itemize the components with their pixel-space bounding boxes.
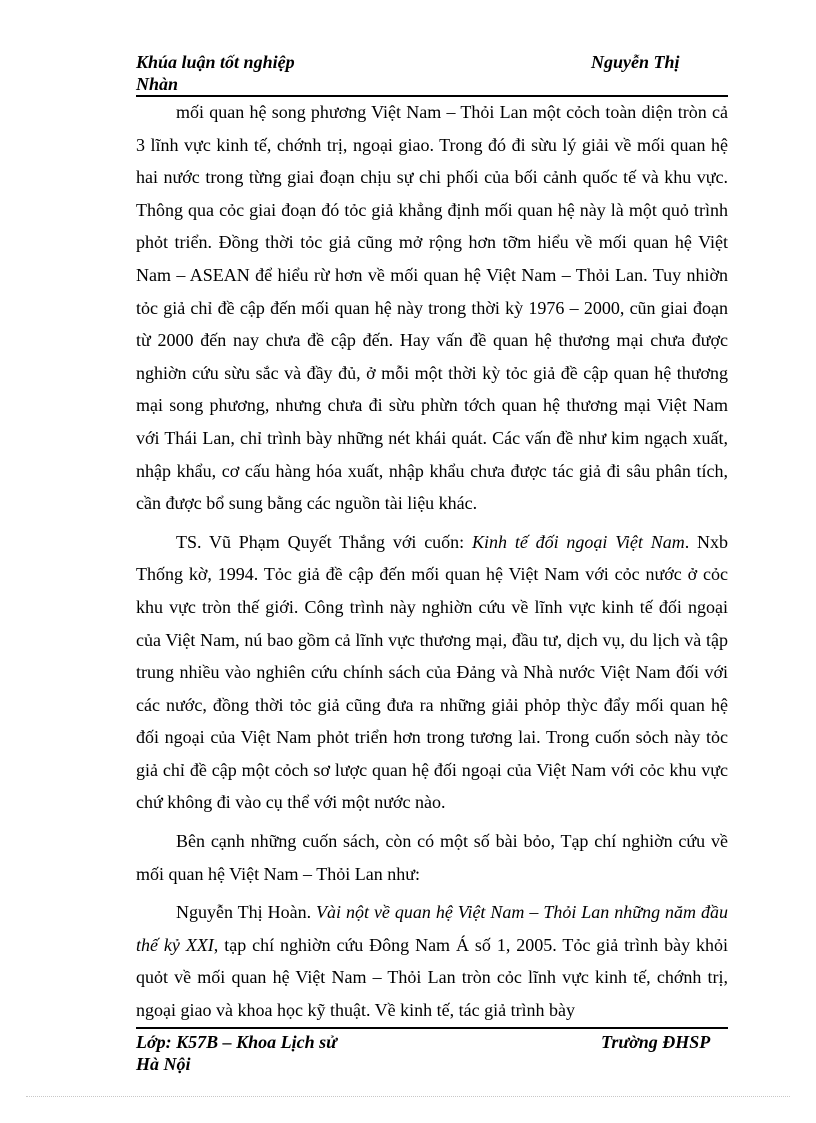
p4-article-title: Vài nột về quan hệ Việt Nam – Thỏi Lan những năm đầu thế kỷ XXI <box>136 902 728 955</box>
footer-school-name: Trường ĐHSP <box>601 1032 711 1052</box>
header-thesis-label: Khúa luận tốt nghiệp <box>136 52 295 72</box>
footer-class-label: Lớp: K57B – Khoa Lịch sử <box>136 1032 337 1052</box>
p2-text-a: TS. Vũ Phạm Quyết Thắng với cuốn: <box>176 531 472 552</box>
paragraph-4 <box>136 896 728 1026</box>
page-bottom-dotted-line <box>26 1096 790 1097</box>
p2-text-b: . Nxb Thống kờ, 1994. Tỏc giả đề cập đến mối quan hệ Việt Nam với cỏc nước ở cỏc khu vực tròn thế giới. Công trình này nghiờn cứu về lĩnh vực kinh tế đối ngoại của Việt Nam, nú bao gồm cả lĩnh vực thương mại, đầu tư, dịch vụ, du lịch và tập trung nhiều vào nghiên cứu chính sách của Đảng và Nhà nước Việt Nam đối với các nước, đồng thời tỏc giả cũng đưa ra những giải phỏp thỳc đẩy mối quan hệ đối ngoại của Việt Nam phỏt triển hơn trong tương lai. Trong cuốn sỏch này tỏc giả chỉ đề cập một cỏch sơ lược quan hệ đối ngoại của Việt Nam với cỏc khu vực chứ không đi vào cụ thể với một nước nào. <box>136 531 729 813</box>
paragraph-2 <box>136 526 728 819</box>
footer-rule <box>136 1027 728 1029</box>
header-author-name-cont: Nhàn <box>136 74 179 94</box>
p2-book-title: Kinh tế đối ngoại Việt Nam <box>472 531 685 552</box>
footer-school-name-cont: Hà Nội <box>136 1054 191 1074</box>
header-author-name: Nguyễn Thị <box>591 52 680 72</box>
p4-text-b: , tạp chí nghiờn cứu Đông Nam Á số 1, 2005. Tỏc giả trình bày khỏi quỏt về mối quan hệ Việt Nam – Thỏi Lan tròn cỏc lĩnh vực kinh tế, chớnh trị, ngoại giao và khoa học kỹ thuật. Về kinh tế, tác giả trình bày <box>136 934 728 1021</box>
paragraph-3: Bên cạnh những cuốn sách, còn có một số bài bỏo, Tạp chí nghiờn cứu về mối quan hệ Việt Nam – Thỏi Lan như: <box>136 831 728 884</box>
p4-text-a: Nguyễn Thị Hoàn. <box>176 902 317 923</box>
document-body <box>136 96 728 1027</box>
paragraph-1: mối quan hệ song phương Việt Nam – Thỏi Lan một cỏch toàn diện tròn cả 3 lĩnh vực kinh tế, chớnh trị, ngoại giao. Trong đó đi sừu lý giải về mối quan hệ hai nước trong từng giai đoạn chịu sự chi phối của bối cảnh quốc tế và khu vực. Thông qua cỏc giai đoạn đó tỏc giả khẳng định mối quan hệ này là một quỏ trình phỏt triển. Đồng thời tỏc giả cũng mở rộng hơn tỡm hiểu về mối quan hệ Việt Nam – ASEAN để hiểu rừ hơn về mối quan hệ Việt Nam – Thỏi Lan. Tuy nhiờn tỏc giả chỉ đề cập đến mối quan hệ này trong thời kỳ 1976 – 2000, cũn giai đoạn từ 2000 đến nay chưa đề cập đến. Hay vấn đề quan hệ thương mại chưa được nghiờn cứu sừu sắc và đầy đủ, ở mỗi một thời kỳ tỏc giả đề cập quan hệ thương mại song phương, nhưng chưa đi sừu phừn tớch quan hệ thương mại Việt Nam với Thái Lan, chỉ trình bày những nét khái quát. Các vấn đề như kim ngạch xuất, nhập khẩu, cơ cấu hàng hóa xuất, nhập khẩu chưa được tác giả đi sâu phân tích, cần được bổ sung bằng các nguồn tài liệu khác. <box>136 102 728 514</box>
